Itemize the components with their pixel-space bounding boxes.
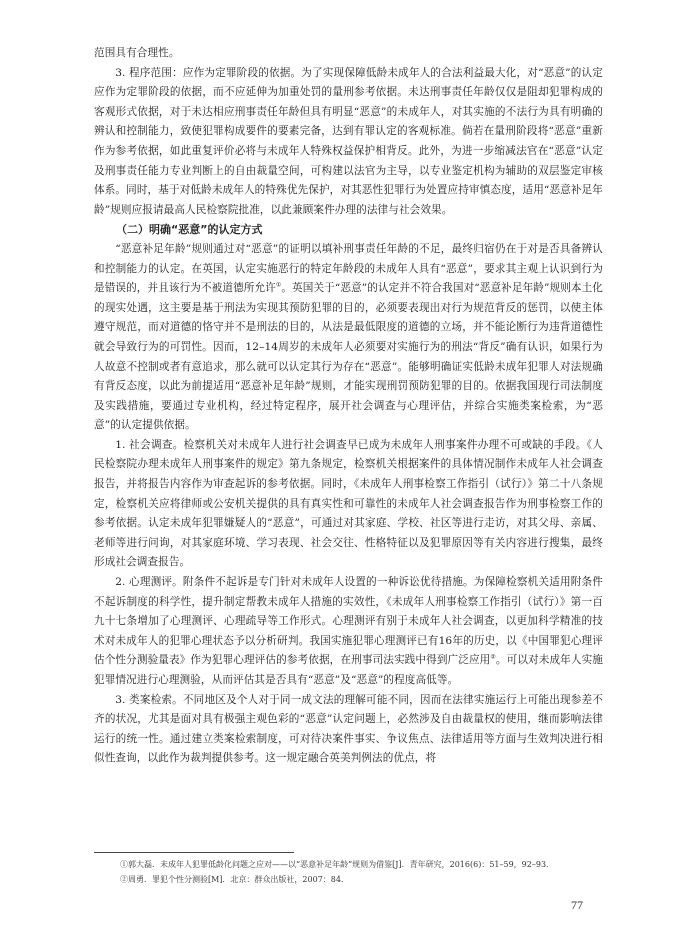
paragraph-case-retrieval: 3. 类案检索。不同地区及个人对于同一成文法的理解可能不同，因而在法律实施运行上可能出现参差不齐的状况，尤其是面对具有极强主观色彩的“恶意”认定问题上，必然涉及自由裁量权的使用，继而影响法律运行的统一性。通过建立类案检索制度，可对待决案件事实、争议焦点、法律适用等方面与生效判决进行相似性查询，以此作为裁判提供参考。这一规定融合英美判例法的优点，将 xyxy=(94,693,603,765)
paragraph-malice-determination xyxy=(94,240,603,436)
paragraph-text: 2. 心理测评。附条件不起诉是专门针对未成年人设置的一种诉讼优待措施。为保障检察机关适用附条件不起诉制度的科学性，提升制定帮教未成年人措施的实效性，《未成年人刑事检察工作指引（试行）》第一百九十七条增加了心理测评、心理疏导等工作形式。心理测评有别于未成年人社会调查，以更加科学精准的技术对未成年人的犯罪心理状态予以分析研判。我国实施犯罪心理测评已有16年的历史，以《中国罪犯心理评估个性分测验量表》作为犯罪心理评估的参考依据，在刑事司法实践中得到广泛应用 xyxy=(94,576,603,667)
footnote-1: ①郭大磊．未成年人犯罪低龄化问题之应对——以“恶意补足年龄”规则为借鉴[J]．青年研究，2016(6)：51–59，92–93． xyxy=(120,860,555,869)
paragraph-text: “恶意补足年龄”规则通过对“恶意”的证明以填补刑事责任年龄的不足，最终归宿仍在于对是否具备辨认和控制能力的认定。在英国，认定实施恶行的特定年龄段的未成年人具有“恶意”，要求其主观上认识到行为是错误的，并且该行为不被道德所允许 xyxy=(94,242,603,295)
paragraph-social-investigation: 1. 社会调查。检察机关对未成年人进行社会调查早已成为未成年人刑事案件办理不可或缺的手段。《人民检察院办理未成年人刑事案件的规定》第九条规定，检察机关根据案件的具体情况制作未成年人社会调查报告，并将报告内容作为审查起诉的参考依据。同时，《未成年人刑事检察工作指引（试行）》第二十八条规定，检察机关应将律师或公安机关提供的具有真实性和可靠性的未成年人社会调查报告作为刑事检察工作的参考依据。认定未成年犯罪嫌疑人的“恶意”，可通过对其家庭、学校、社区等进行走访，对其父母、亲属、老师等进行问询，对其家庭环境、学习表现、社会交往、性格特征以及犯罪原因等有关内容进行搜集，最终形成社会调查报告。 xyxy=(94,438,603,569)
paragraph-text: 。英国关于“恶意”的认定并不符合我国对“恶意补足年龄”规则本土化的现实处遇，这主要是基于刑法为实现其预防犯罪的目的，必须要表现出对行为规范背反的惩罚，以使主体遵守规范，而对道德的恪守并不是刑法的目的，从法是最低限度的道德的立场，并不能论断行为违背道德性就会导致行为的可罚性。因而，12–14周岁的未成年人必须要对实施行为的刑法“背反”确有认识，如果行为人故意不控制或者有意追求，那么就可以认定其行为存在“恶意”。能够明确证实低龄未成年犯罪人对法规确有背反态度，以此为前提适用“恶意补足年龄”规则，才能实现刑罚预防犯罪的目的。依据我国现行司法制度及实践措施，要通过专业机构，经过特定程序，展开社会调查与心理评估，并综合实施类案检索，为“恶意”的认定提供依据。 xyxy=(94,282,603,432)
section-heading: （二）明确“恶意”的认定方式 xyxy=(116,223,263,237)
paragraph-procedure-scope: 3. 程序范围：应作为定罪阶段的依据。为了实现保障低龄未成年人的合法利益最大化，对“恶意”的认定应作为定罪阶段的依据，而不应延伸为加重处罚的量刑参考依据。未达刑事责任年龄仅仅是阻却犯罪构成的客观形式依据，对于未达相应刑事责任年龄但具有明显“恶意”的未成年人，对其实施的不法行为具有明确的辨认和控制能力，致使犯罪构成要件的要素完备，达到有罪认定的客观标准。倘若在量刑阶段将“恶意”重新作为参考依据，如此重复评价必将与未成年人特殊权益保护相背反。此外，为进一步缩减法官在“恶意”认定及刑事责任能力专业判断上的自由裁量空间，可构建以法官为主导，以专业鉴定机构为辅助的双层鉴定审核体系。同时，基于对低龄未成年人的特殊优先保护，对其恶性犯罪行为处置应持审慎态度，适用“恶意补足年龄”规则应报请最高人民检察院批准，以此兼顾案件办理的法律与社会效果。 xyxy=(94,66,603,216)
page-number: 77 xyxy=(571,898,583,912)
footnote-ref-2: ② xyxy=(490,653,496,661)
footnote-divider xyxy=(94,852,294,853)
footnote-2: ②周勇．罪犯个性分测验[M]．北京：群众出版社，2007：84． xyxy=(120,875,349,884)
paragraph-text: 。可以对未成年人实施犯罪情况进行心理测验，从而评估其是否具有“恶意”及“恶意”的程度高低等。 xyxy=(94,654,604,686)
paragraph-continuation: 范围具有合理性。 xyxy=(94,47,180,59)
footnotes xyxy=(94,852,603,887)
paragraph-psychological-assessment xyxy=(94,573,603,691)
body-text xyxy=(94,44,603,769)
footnote-ref-1: ① xyxy=(275,281,282,289)
